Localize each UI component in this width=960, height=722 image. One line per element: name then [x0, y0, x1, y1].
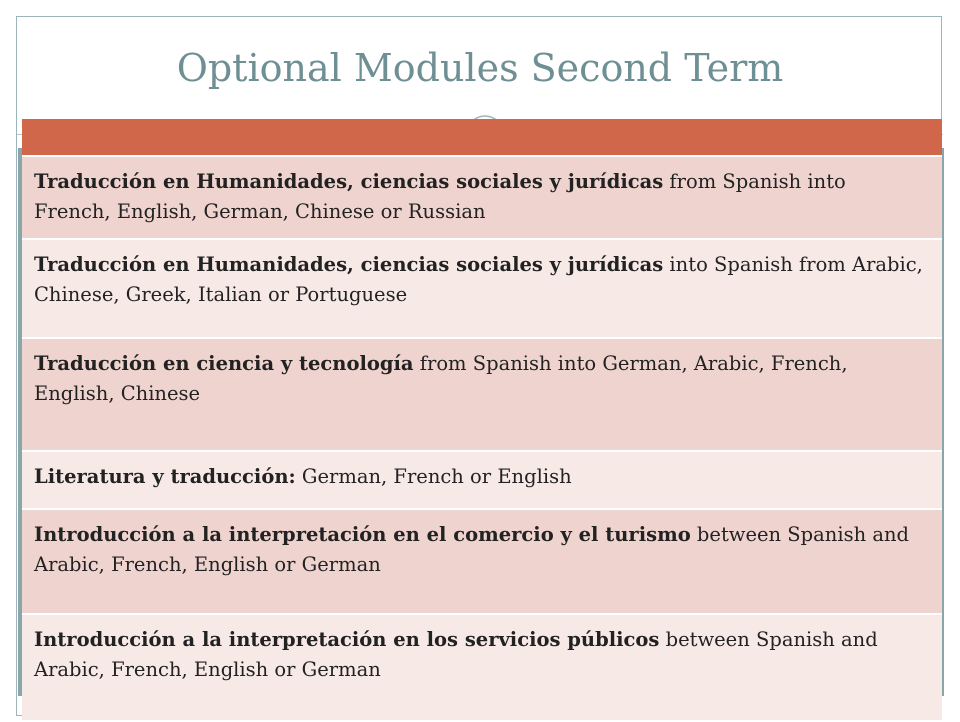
table-row: [22, 510, 942, 615]
table-row: [22, 339, 942, 452]
table-header: [22, 119, 942, 157]
module-description: between Spanish and Arabic, French, English or German: [34, 628, 878, 681]
module-description: between Spanish and Arabic, French, English or German: [34, 523, 909, 576]
module-description: from Spanish into German, Arabic, French, English, Chinese: [34, 352, 848, 405]
module-name: Traducción en Humanidades, ciencias sociales y jurídicas: [34, 170, 664, 193]
table-row: [22, 615, 942, 722]
module-name: Traducción en Humanidades, ciencias sociales y jurídicas: [34, 253, 664, 276]
table-row: [22, 452, 942, 510]
module-description: from Spanish into French, English, German, Chinese or Russian: [34, 170, 846, 223]
module-name: Introducción a la interpretación en el comercio y el turismo: [34, 523, 691, 546]
module-description: German, French or English: [295, 465, 572, 488]
modules-table: [22, 119, 942, 722]
module-name: Literatura y traducción:: [34, 465, 296, 488]
module-description: into Spanish from Arabic, Chinese, Greek, Italian or Portuguese: [34, 253, 923, 306]
table-row: [22, 240, 942, 339]
module-name: Introducción a la interpretación en los servicios públicos: [34, 628, 660, 651]
module-name: Traducción en ciencia y tecnología: [34, 352, 414, 375]
table-row: [22, 157, 942, 240]
slide-title: Optional Modules Second Term: [176, 46, 784, 90]
